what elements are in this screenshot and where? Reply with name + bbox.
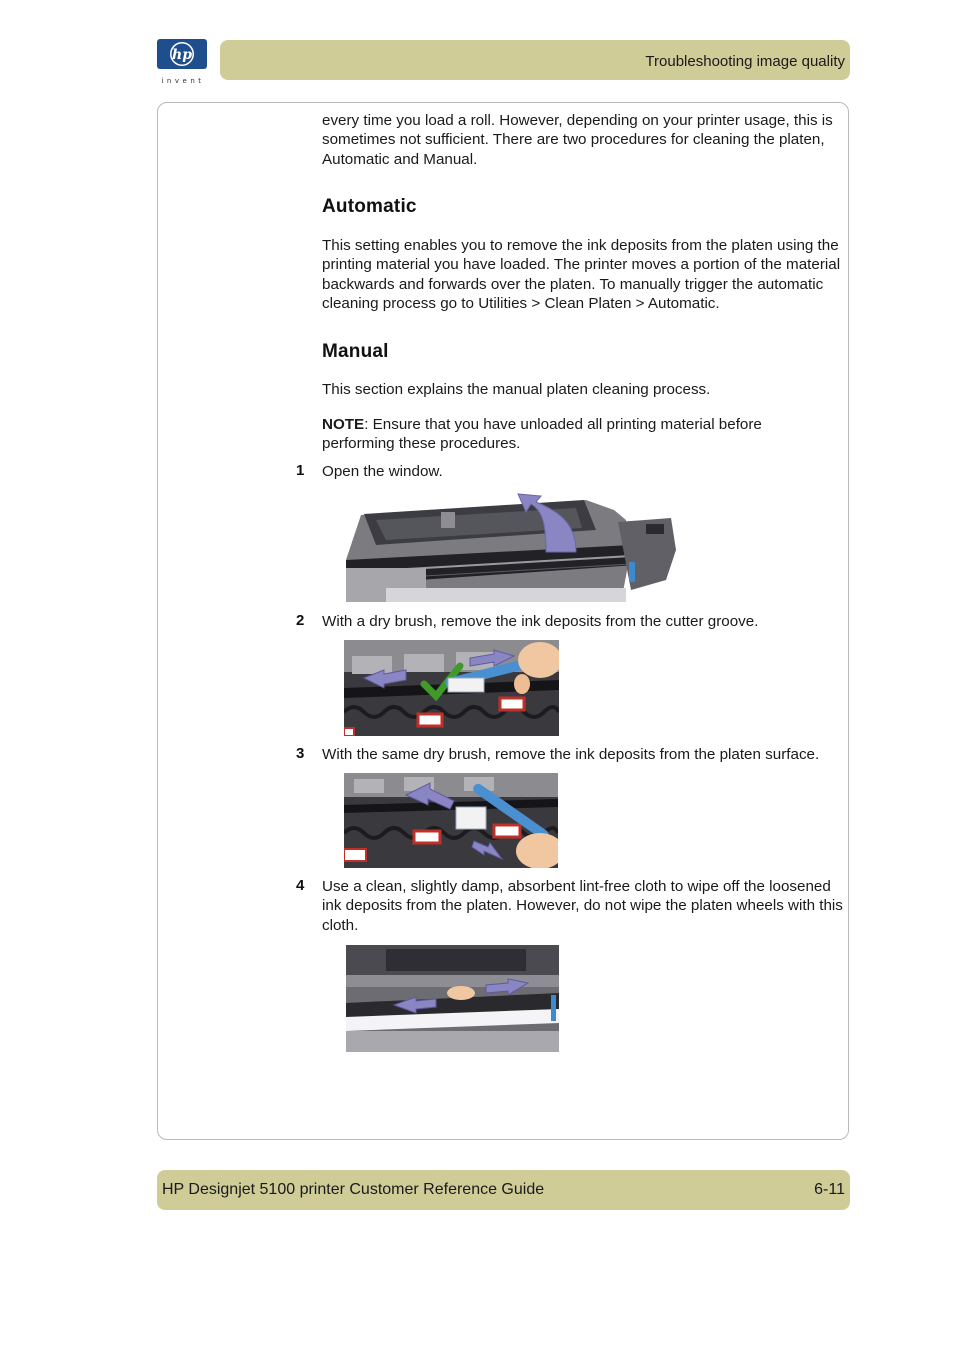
step-text: With a dry brush, remove the ink deposits from the cutter groove.: [322, 613, 759, 630]
page-number: 6-11: [814, 1181, 845, 1198]
cutter-groove-illustration: [344, 640, 559, 736]
manual-heading: Manual: [322, 341, 389, 362]
footer-bar: [157, 1170, 850, 1210]
svg-text:hp: hp: [172, 47, 192, 63]
manual-paragraph: This section explains the manual platen cleaning process.: [322, 381, 711, 398]
step-text: With the same dry brush, remove the ink deposits from the platen surface.: [322, 746, 820, 763]
hp-logo-icon: [156, 38, 210, 88]
step-text: Open the window.: [322, 463, 443, 480]
automatic-heading: Automatic: [322, 196, 417, 217]
note-text: : Ensure that you have unloaded all printing material before performing these procedures.: [322, 416, 762, 453]
footer-title: HP Designjet 5100 printer Customer Reference Guide: [162, 1181, 545, 1198]
automatic-paragraph: This setting enables you to remove the ink deposits from the platen using the printing material you have loaded. The printer moves a portion of the material backwards and forwards over the platen. To manually trigger the automatic cleaning process go to Utilities > Clean Platen > Automatic.: [322, 237, 841, 312]
header-bar: [220, 40, 850, 80]
note-paragraph: [322, 415, 792, 454]
svg-text:invent: invent: [161, 77, 205, 85]
intro-paragraph: every time you load a roll. However, depending on your printer usage, this is sometimes not sufficient. There are two procedures for cleaning the platen, Automatic and Manual.: [322, 112, 833, 168]
section-title: Troubleshooting image quality: [645, 53, 845, 70]
open-window-illustration: [346, 490, 676, 602]
step-number: 4: [296, 877, 305, 894]
cloth-wipe-illustration: [346, 945, 559, 1052]
step-number: 1: [296, 462, 305, 479]
step-number: 3: [296, 745, 305, 762]
platen-surface-illustration: [344, 773, 558, 868]
hp-logo: [156, 38, 210, 88]
note-label: NOTE: [322, 416, 365, 433]
step-text: Use a clean, slightly damp, absorbent lint-free cloth to wipe off the loosened ink deposits from the platen. However, do not wipe the platen wheels with this cloth.: [322, 878, 843, 934]
step-number: 2: [296, 612, 305, 629]
